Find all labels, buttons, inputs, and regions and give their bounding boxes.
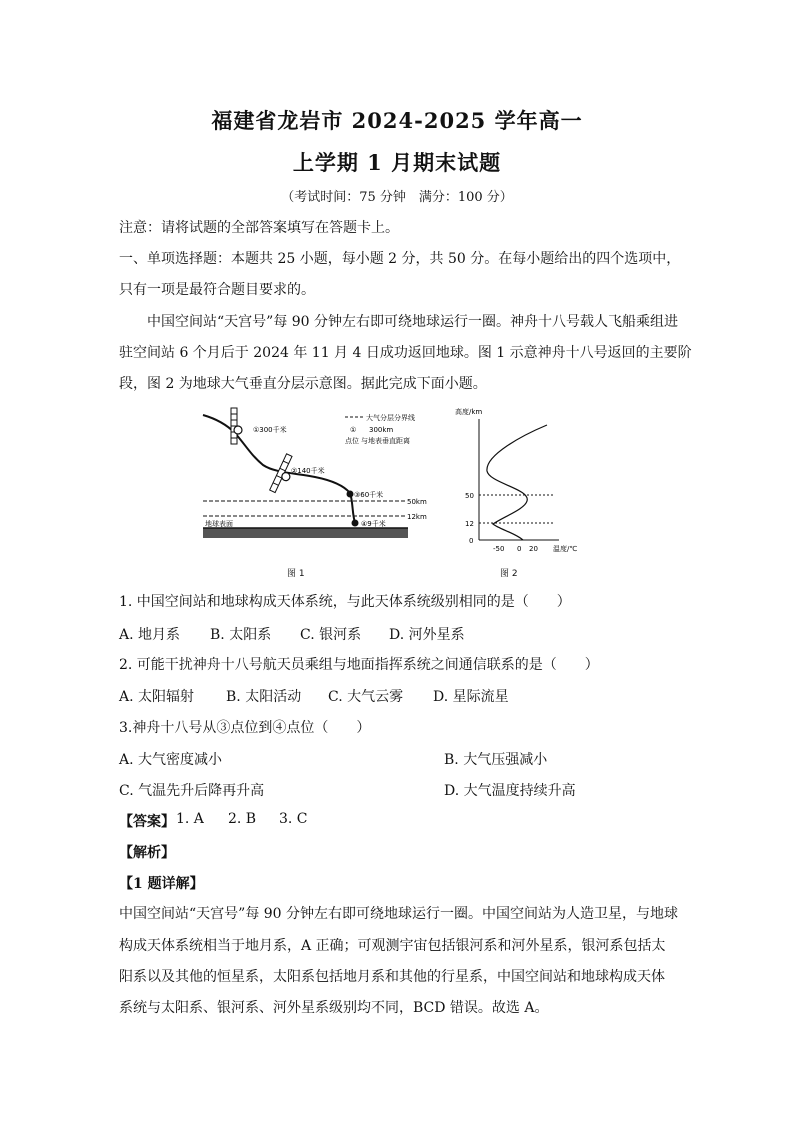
q1-detail-line1: 中国空间站“天宫号”每 90 分钟左右即可绕地球运行一圈。中国空间站为人造卫星，与地球 — [119, 906, 679, 922]
answer-3: 3. C — [279, 811, 308, 827]
q2-option-c: C. 大气云雾 — [328, 689, 404, 705]
q1-option-a: A. 地月系 — [119, 627, 181, 643]
section-instruction-line2: 只有一项是最符合题目要求的。 — [119, 282, 315, 298]
figure-1-return-path — [195, 405, 427, 565]
q3-option-d: D. 大气温度持续升高 — [444, 783, 576, 799]
point-3-label: ③60千米 — [354, 491, 384, 499]
q1-option-d: D. 河外星系 — [389, 627, 465, 643]
legend-sym: ① — [350, 426, 357, 434]
figure-2-atmosphere-layers — [455, 405, 595, 560]
y-tick-0: 0 — [469, 537, 474, 545]
q1-detail-line2: 构成天体系统相当于地月系，A 正确；可观测宇宙包括银河系和河外星系，银河系包括太 — [119, 938, 666, 954]
y-tick-12: 12 — [465, 520, 474, 528]
point-1-label: ①300千米 — [253, 426, 287, 434]
point-4-label: ④9千米 — [361, 520, 386, 528]
point-4-marker — [352, 520, 359, 527]
x-tick-0: 0 — [517, 545, 522, 553]
boundary-50km-label: 50km — [407, 498, 427, 506]
y-axis-label: 高度/km — [455, 408, 483, 416]
question-2-stem: 2. 可能干扰神舟十八号航天员乘组与地面指挥系统之间通信联系的是（ ） — [119, 657, 599, 673]
figure-2-caption: 图 2 — [500, 569, 518, 579]
analysis-label: 【解析】 — [119, 845, 175, 861]
ground-label: 地球表面 — [205, 520, 233, 528]
x-axis-label: 温度/℃ — [553, 545, 578, 553]
legend-point-desc: 与地表垂直距离 — [361, 437, 410, 445]
question-1-stem: 1. 中国空间站和地球构成天体系统，与此天体系统级别相同的是（ ） — [119, 594, 571, 610]
y-tick-50: 50 — [465, 492, 474, 500]
legend-val: 300km — [369, 426, 394, 434]
q2-option-b: B. 太阳活动 — [226, 689, 302, 705]
q1-detail-line4: 系统与太阳系、银河系、河外星系级别均不同，BCD 错误。故选 A。 — [119, 1000, 549, 1016]
exam-title-line1: 福建省龙岩市 2024-2025 学年高一 — [211, 108, 583, 133]
intro-line3: 段，图 2 为地球大气垂直分层示意图。据此完成下面小题。 — [119, 376, 487, 392]
intro-line2: 驻空间站 6 个月后于 2024 年 11 月 4 日成功返回地球。图 1 示意神舟十八号返回的主要阶 — [119, 345, 692, 361]
answer-label: 【答案】 — [119, 814, 175, 830]
intro-line1: 中国空间站“天宫号”每 90 分钟左右即可绕地球运行一圈。神舟十八号载人飞船乘组进 — [147, 314, 679, 330]
section-instruction-line1: 一、单项选择题：本题共 25 小题，每小题 2 分，共 50 分。在每小题给出的四个选项中， — [119, 251, 681, 267]
notice: 注意：请将试题的全部答案填写在答题卡上。 — [119, 220, 399, 236]
earth-surface — [203, 528, 408, 538]
x-tick-minus50: -50 — [493, 545, 505, 553]
q3-option-c: C. 气温先升后降再升高 — [119, 783, 265, 799]
x-tick-20: 20 — [529, 545, 538, 553]
point-3-marker — [347, 491, 354, 498]
q1-detail-label: 【1 题详解】 — [119, 876, 204, 892]
legend-point-label: 点位 — [345, 437, 359, 445]
q1-option-b: B. 太阳系 — [210, 627, 272, 643]
figure-1-caption: 图 1 — [287, 569, 305, 579]
point-2-label: ②140千米 — [291, 467, 325, 475]
boundary-12km-label: 12km — [407, 513, 427, 521]
exam-title-line2: 上学期 1 月期末试题 — [292, 150, 502, 175]
q3-option-b: B. 大气压强减小 — [444, 752, 548, 768]
q2-option-a: A. 太阳辐射 — [119, 689, 195, 705]
question-3-stem: 3.神舟十八号从③点位到④点位（ ） — [119, 720, 371, 736]
q1-detail-line3: 阳系以及其他的恒星系，太阳系包括地月系和其他的行星系，中国空间站和地球构成天体 — [119, 969, 665, 985]
answer-2: 2. B — [228, 811, 257, 827]
legend-line-label: 大气分层分界线 — [366, 414, 415, 422]
q1-option-c: C. 银河系 — [300, 627, 362, 643]
q2-option-d: D. 星际流星 — [433, 689, 509, 705]
exam-info: （考试时间：75 分钟 满分：100 分） — [281, 190, 513, 205]
q3-option-a: A. 大气密度减小 — [119, 752, 223, 768]
answer-1: 1. A — [176, 811, 204, 827]
